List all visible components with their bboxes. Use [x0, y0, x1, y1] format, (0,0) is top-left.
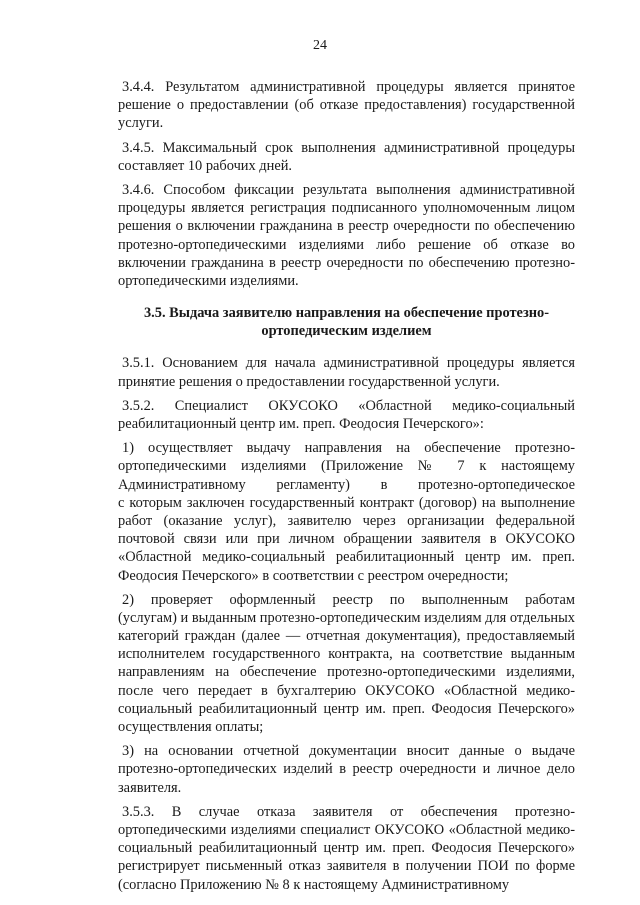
section-3-5-body [118, 354, 575, 893]
text-line: исполнителем государственного контракта, на соответствие выданным [118, 646, 575, 663]
text-line: 3.5.2. Специалист ОКУСОКО «Областной медико-социальный [122, 397, 575, 414]
text-line: почтовой связи или при личном обращении заявителя в ОКУСОКО [118, 531, 575, 548]
paragraph [118, 78, 575, 133]
heading-line: 3.5. Выдача заявителю направления на обеспечение протезно- [143, 305, 550, 322]
text-line: 3.5.3. В случае отказа заявителя от обеспечения протезно- [122, 803, 575, 820]
text-line: протезно-ортопедических изделий в реестр очередности и личное дело [118, 761, 575, 778]
text-line: после чего передает в бухгалтерию ОКУСОКО «Областной медико- [118, 682, 575, 699]
text-line: реабилитационный центр им. преп. Феодосия Печерского»: [118, 416, 484, 432]
text-line: ортопедическими изделиями (Приложение № 7 к настоящему [118, 458, 575, 475]
text-line: услуги. [118, 115, 164, 132]
text-line: 3.4.4. Результатом административной процедуры является принятое [122, 79, 575, 95]
text-line: 3) на основании отчетной документации вносит данные о выдаче [122, 743, 575, 760]
paragraph [118, 397, 575, 433]
text-line: 3.5.1. Основанием для начала административной процедуры является [122, 355, 575, 372]
text-line: принятие решения о предоставлении государственной услуги. [118, 373, 500, 390]
text-line: 1) осуществляет выдачу направления на обеспечение протезно- [122, 440, 575, 457]
section-3-5-heading [118, 304, 575, 340]
document-body [118, 78, 575, 894]
text-line: социальный реабилитационный центр им. преп. Феодосия Печерского» [118, 840, 575, 857]
text-line: «Областной медико-социальный реабилитационный центр им. преп. [118, 549, 575, 566]
text-line: 2) проверяет оформленный реестр по выполненным работам [122, 591, 575, 608]
text-line: направлениям на обеспечение протезно-ортопедическими изделиями, [118, 664, 575, 681]
text-line: составляет 10 рабочих дней. [118, 157, 293, 174]
text-line: социальный реабилитационный центр им. преп. Феодосия Печерского» [118, 700, 575, 717]
text-line: (согласно Приложению № 8 к настоящему Административному [118, 876, 510, 893]
paragraph [118, 354, 575, 390]
paragraph [118, 181, 575, 290]
text-line: решение о предоставлении (об отказе предоставления) государственной [118, 97, 575, 114]
text-line: (услугам) и выданным протезно-ортопедическим изделиям для отдельных [118, 609, 575, 626]
text-line: 3.4.5. Максимальный срок выполнения административной процедуры [122, 139, 575, 156]
paragraph [118, 439, 575, 585]
paragraph [118, 139, 575, 175]
text-line: 3.4.6. Способом фиксации результата выполнения административной [122, 181, 575, 198]
text-line: заявителя. [118, 779, 182, 796]
paragraph [118, 803, 575, 894]
text-line: работ (оказание услуг), заявителю через организации федеральной [118, 512, 575, 529]
text-line: включении гражданина в реестр очередности по обеспечению протезно- [118, 254, 575, 271]
page-number: 24 [313, 38, 327, 53]
text-line: регистрирует письменный отказ заявителя в получении ПОИ по форме [118, 858, 575, 875]
text-line: ортопедическими изделиями. [118, 272, 299, 289]
text-line: протезно-ортопедическими изделиями либо решение об отказе во [118, 236, 575, 253]
text-line: ортопедическими изделиями специалист ОКУСОКО «Областной медико- [118, 821, 575, 838]
paragraph [118, 591, 575, 737]
text-line: с которым заключен государственный контракт (договор) на выполнение [118, 494, 575, 511]
text-line: процедуры является регистрация подписанного уполномоченным лицом [118, 200, 575, 217]
text-line: осуществления оплаты; [118, 719, 264, 735]
text-line: решения о включении гражданина в реестр очередности по обеспечению [118, 218, 575, 235]
paragraph [118, 742, 575, 797]
text-line: категорий граждан (далее — отчетная документация), предоставляемый [118, 628, 575, 645]
text-line: Феодосия Печерского» в соответствии с реестром очередности; [118, 567, 509, 584]
section-3-4-continuation [118, 78, 575, 290]
text-line: Административному регламенту) в протезно-ортопедическое [118, 476, 575, 493]
heading-line: ортопедическим изделием [261, 323, 432, 340]
